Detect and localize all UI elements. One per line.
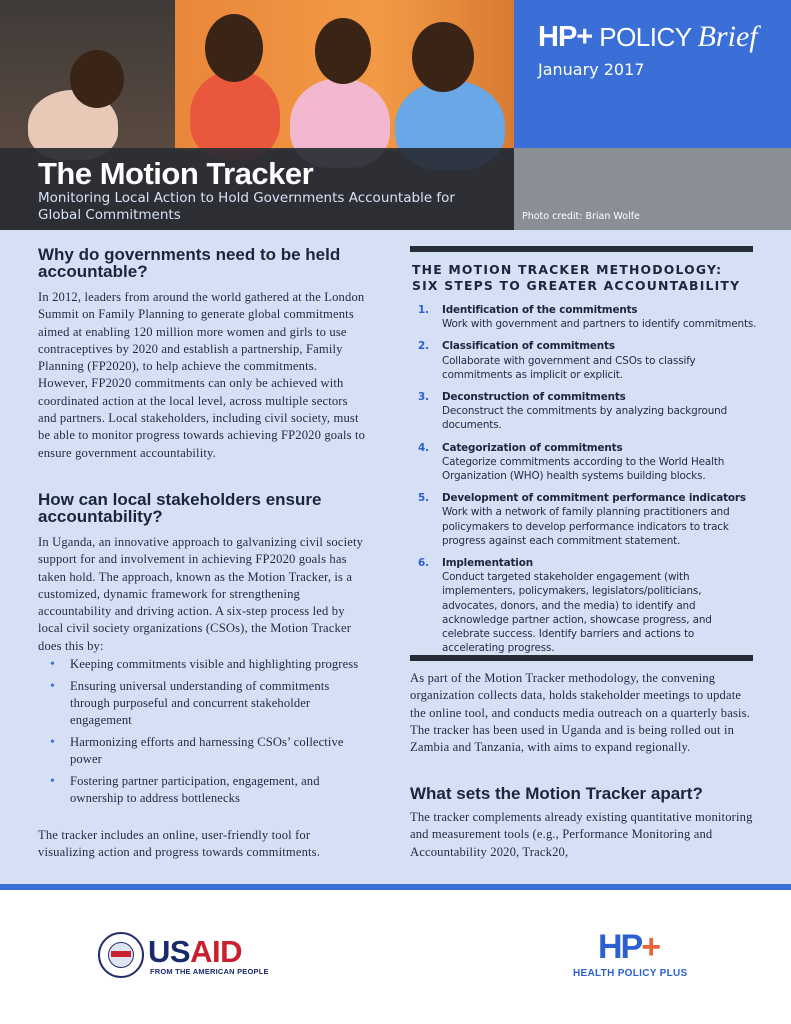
bullet-icon: • <box>50 679 56 694</box>
bullet-icon: • <box>50 774 56 789</box>
list-item: 5. Development of commitment performance indicators Work with a network of family planning practitioners and policymakers to develop performance indicators to track progress against each commitment statement. <box>418 492 746 547</box>
paragraph-methodology-use: As part of the Motion Tracker methodology, the convening organization collects data, holds stakeholder meetings to update the online tool, and conducts media outreach on a quarterly basis. The tracker has been used in Uganda and is being rolled out in Zambia and Tanzania, with aims to expand regionally. <box>410 671 751 755</box>
photo-credit: Photo credit: Brian Wolfe <box>522 211 640 222</box>
list-item: 4. Categorization of commitments Categorize commitments according to the World Health Organization (WHO) health systems building blocks. <box>418 441 725 483</box>
page-subtitle: Monitoring Local Action to Hold Governments Accountable for Global Commitments <box>38 190 455 223</box>
bullet-list <box>48 656 366 812</box>
paragraph-tracker-tool: The tracker includes an online, user-friendly tool for visualizing action and progress towards commitments. <box>38 828 321 860</box>
usaid-logo: USAID FROM THE AMERICAN PEOPLE <box>98 932 278 982</box>
page-title: The Motion Tracker <box>38 156 314 191</box>
divider <box>410 246 753 252</box>
health-policy-plus-logo: HP+ HEALTH POLICY PLUS <box>573 928 688 979</box>
divider <box>410 655 753 661</box>
list-item: 1. Identification of the commitments Work with government and partners to identify commitments. <box>418 304 757 331</box>
usaid-seal-icon <box>98 932 144 978</box>
hp-policy-brief-logo: HP+ POLICY Brief <box>538 20 758 53</box>
methodology-steps <box>418 303 758 663</box>
list-item: 2. Classification of commitments Collaborate with government and CSOs to classify commitments as implicit or explicit. <box>418 340 696 381</box>
publication-date: January 2017 <box>538 60 645 79</box>
child-figure <box>190 70 280 160</box>
section-heading-why: Why do governments need to be held accountable? <box>38 245 341 281</box>
list-item: 6. Implementation Conduct targeted stakeholder engagement (with implementers, policymakers, legislators/politicians, advocates, donors, and the media) to identify and acknowledge partner action, showcase progress, and celebrate success. Identify barriers and actions to accelerating progress. <box>418 557 712 655</box>
list-item: • Harmonizing efforts and harnessing CSOs’ collective power <box>50 735 344 766</box>
section-heading-apart: What sets the Motion Tracker apart? <box>410 784 703 803</box>
section-heading-how: How can local stakeholders ensure accountability? <box>38 490 322 526</box>
divider <box>0 884 791 890</box>
list-item: • Fostering partner participation, engagement, and ownership to address bottlenecks <box>50 774 320 805</box>
methodology-heading: THE MOTION TRACKER METHODOLOGY: SIX STEPS TO GREATER ACCOUNTABILITY <box>412 262 741 293</box>
bullet-icon: • <box>50 735 56 750</box>
list-item: • Ensuring universal understanding of commitments through purposeful and concurrent stakeholder engagement <box>50 679 330 727</box>
paragraph-apart: The tracker complements already existing quantitative monitoring and measurement tools (e.g., Performance Monitoring and Accountability 2020, Track20, <box>410 810 753 859</box>
paragraph-how: In Uganda, an innovative approach to galvanizing civil society support for and involvement in achieving FP2020 goals has taken hold. The approach, known as the Motion Tracker, is a customized, dynamic framework for strengthening accountability and driving action. A six-step process led by local civil society organizations (CSOs), the Motion Tracker does this by: <box>38 535 364 653</box>
paragraph-why: In 2012, leaders from around the world gathered at the London Summit on Family Planning to generate global commitments aimed at enabling 120 million more women and girls to use contraceptives by 2020 and establish a partnership, Family Planning (FP2020), to help achieve the commitments. However, FP2020 commitments can only be achieved with coordinated action at the local level, across multiple sectors and partners. Local stakeholders, including civil society, must be able to monitor progress towards achieving FP2020 goals to ensure government accountability. <box>38 290 366 460</box>
list-item: • Keeping commitments visible and highlighting progress <box>50 657 359 672</box>
list-item: 3. Deconstruction of commitments Deconstruct the commitments by analyzing background documents. <box>418 391 728 432</box>
bullet-icon: • <box>50 657 56 672</box>
